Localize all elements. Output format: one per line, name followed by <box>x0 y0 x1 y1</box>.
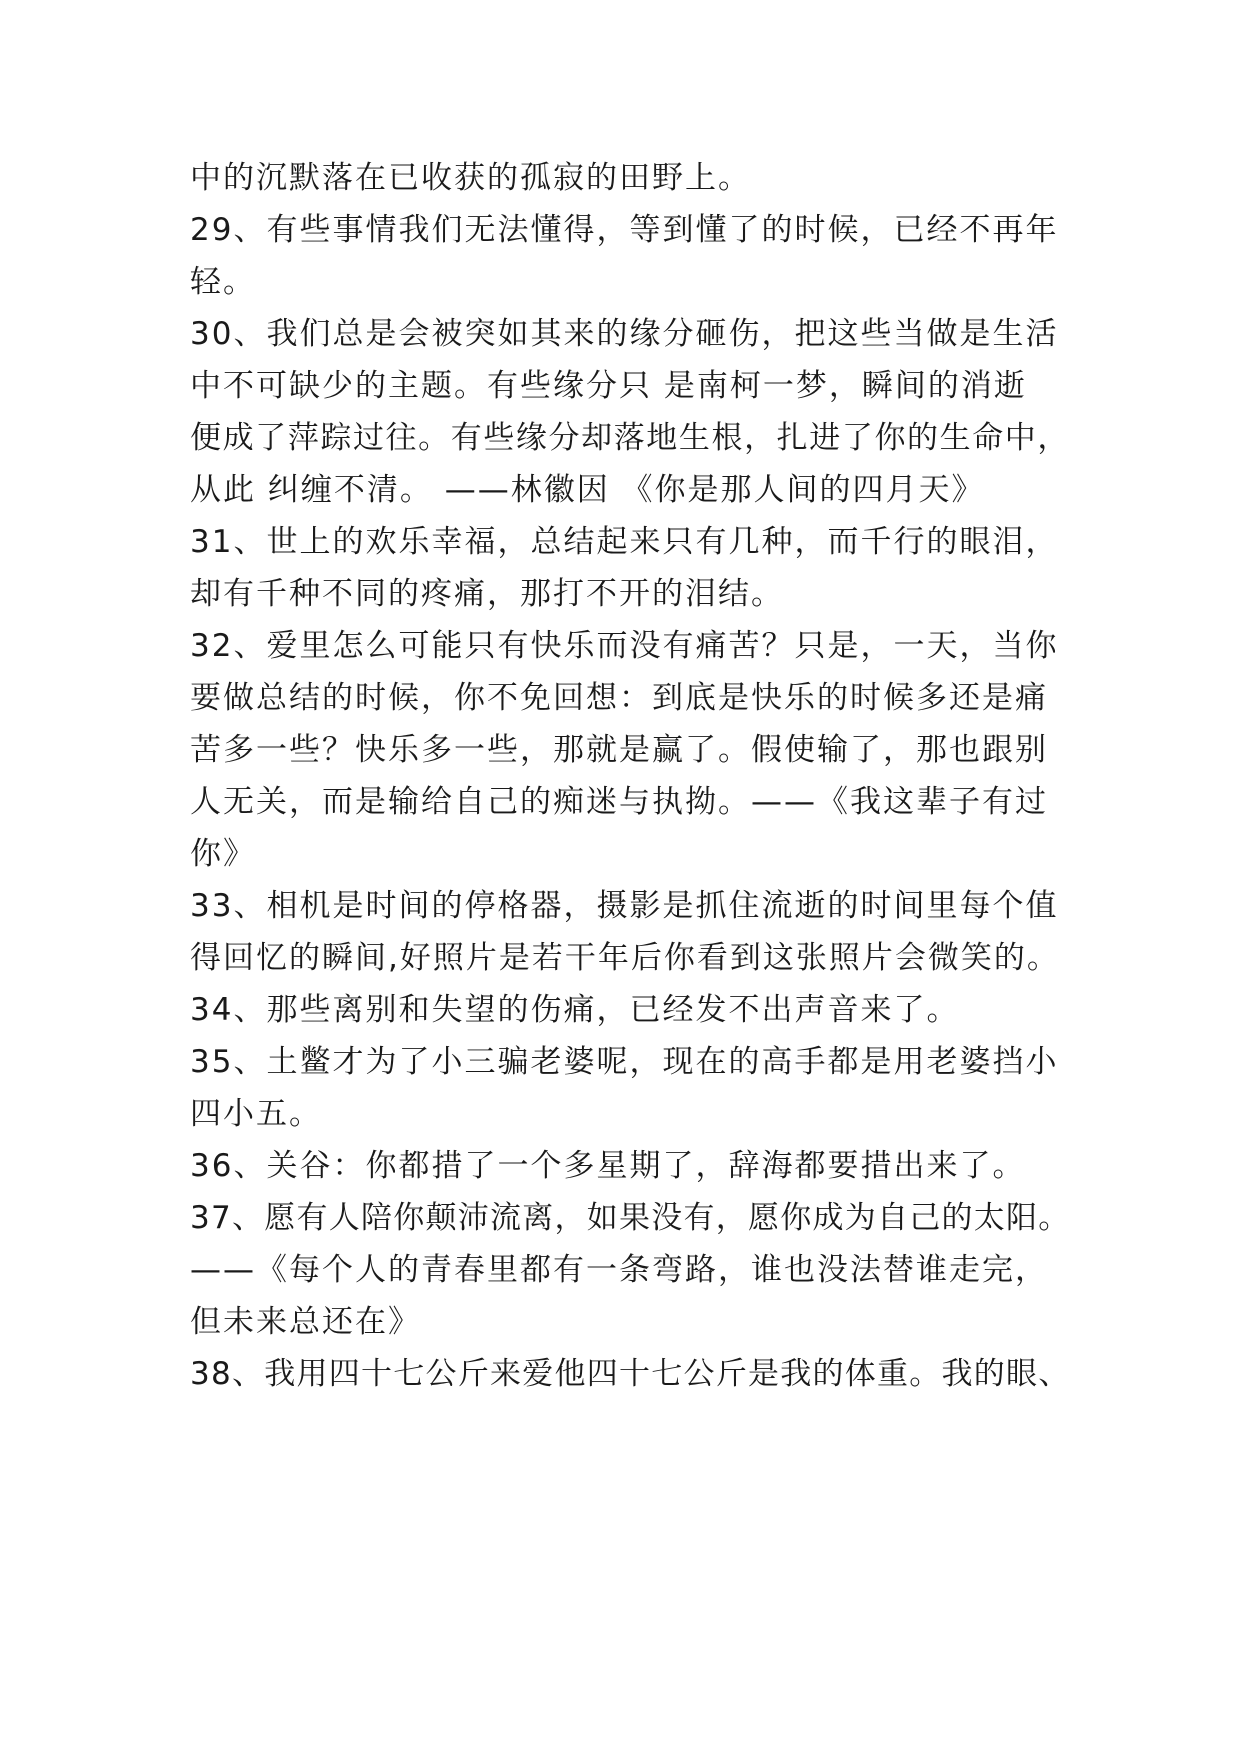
text-line: 便成了萍踪过往。有些缘分却落地生根，扎进了你的生命中， <box>190 420 1070 456</box>
text-line: 36、关谷：你都措了一个多星期了，辞海都要措出来了。 <box>190 1148 1026 1184</box>
text-line: 得回忆的瞬间,好照片是若干年后你看到这张照片会微笑的。 <box>190 940 1060 976</box>
text-line: 31、世上的欢乐幸福，总结起来只有几种，而千行的眼泪， <box>190 524 1059 560</box>
text-line: 中不可缺少的主题。有些缘分只 是南柯一梦，瞬间的消逝 <box>190 368 1027 404</box>
text-line: 38、我用四十七公斤来爱他四十七公斤是我的体重。我的眼、 <box>190 1356 1071 1392</box>
text-line: 29、有些事情我们无法懂得，等到懂了的时候，已经不再年 <box>190 212 1059 248</box>
text-line: 四小五。 <box>190 1096 322 1132</box>
text-line: 轻。 <box>190 264 256 300</box>
text-line: 33、相机是时间的停格器，摄影是抓住流逝的时间里每个值 <box>190 888 1059 924</box>
text-line: 苦多一些？快乐多一些，那就是赢了。假使输了，那也跟别 <box>190 732 1048 768</box>
text-line: 从此 纠缠不清。 ——林徽因 《你是那人间的四月天》 <box>190 472 985 508</box>
text-line: ——《每个人的青春里都有一条弯路，谁也没法替谁走完， <box>190 1252 1048 1288</box>
text-line: 34、那些离别和失望的伤痛，已经发不出声音来了。 <box>190 992 960 1028</box>
text-line: 37、愿有人陪你颠沛流离，如果没有，愿你成为自己的太阳。 <box>190 1200 1071 1236</box>
text-line: 35、土鳖才为了小三骗老婆呢，现在的高手都是用老婆挡小 <box>190 1044 1059 1080</box>
text-line: 却有千种不同的疼痛，那打不开的泪结。 <box>190 576 784 612</box>
text-line: 中的沉默落在已收获的孤寂的田野上。 <box>190 160 751 196</box>
text-line: 要做总结的时候，你不免回想：到底是快乐的时候多还是痛 <box>190 680 1048 716</box>
text-line: 30、我们总是会被突如其来的缘分砸伤，把这些当做是生活 <box>190 316 1059 352</box>
text-line: 你》 <box>190 836 256 872</box>
text-line: 但未来总还在》 <box>190 1304 421 1340</box>
text-line: 32、爱里怎么可能只有快乐而没有痛苦？只是，一天，当你 <box>190 628 1059 664</box>
text-line: 人无关，而是输给自己的痴迷与执拗。——《我这辈子有过 <box>190 784 1048 820</box>
